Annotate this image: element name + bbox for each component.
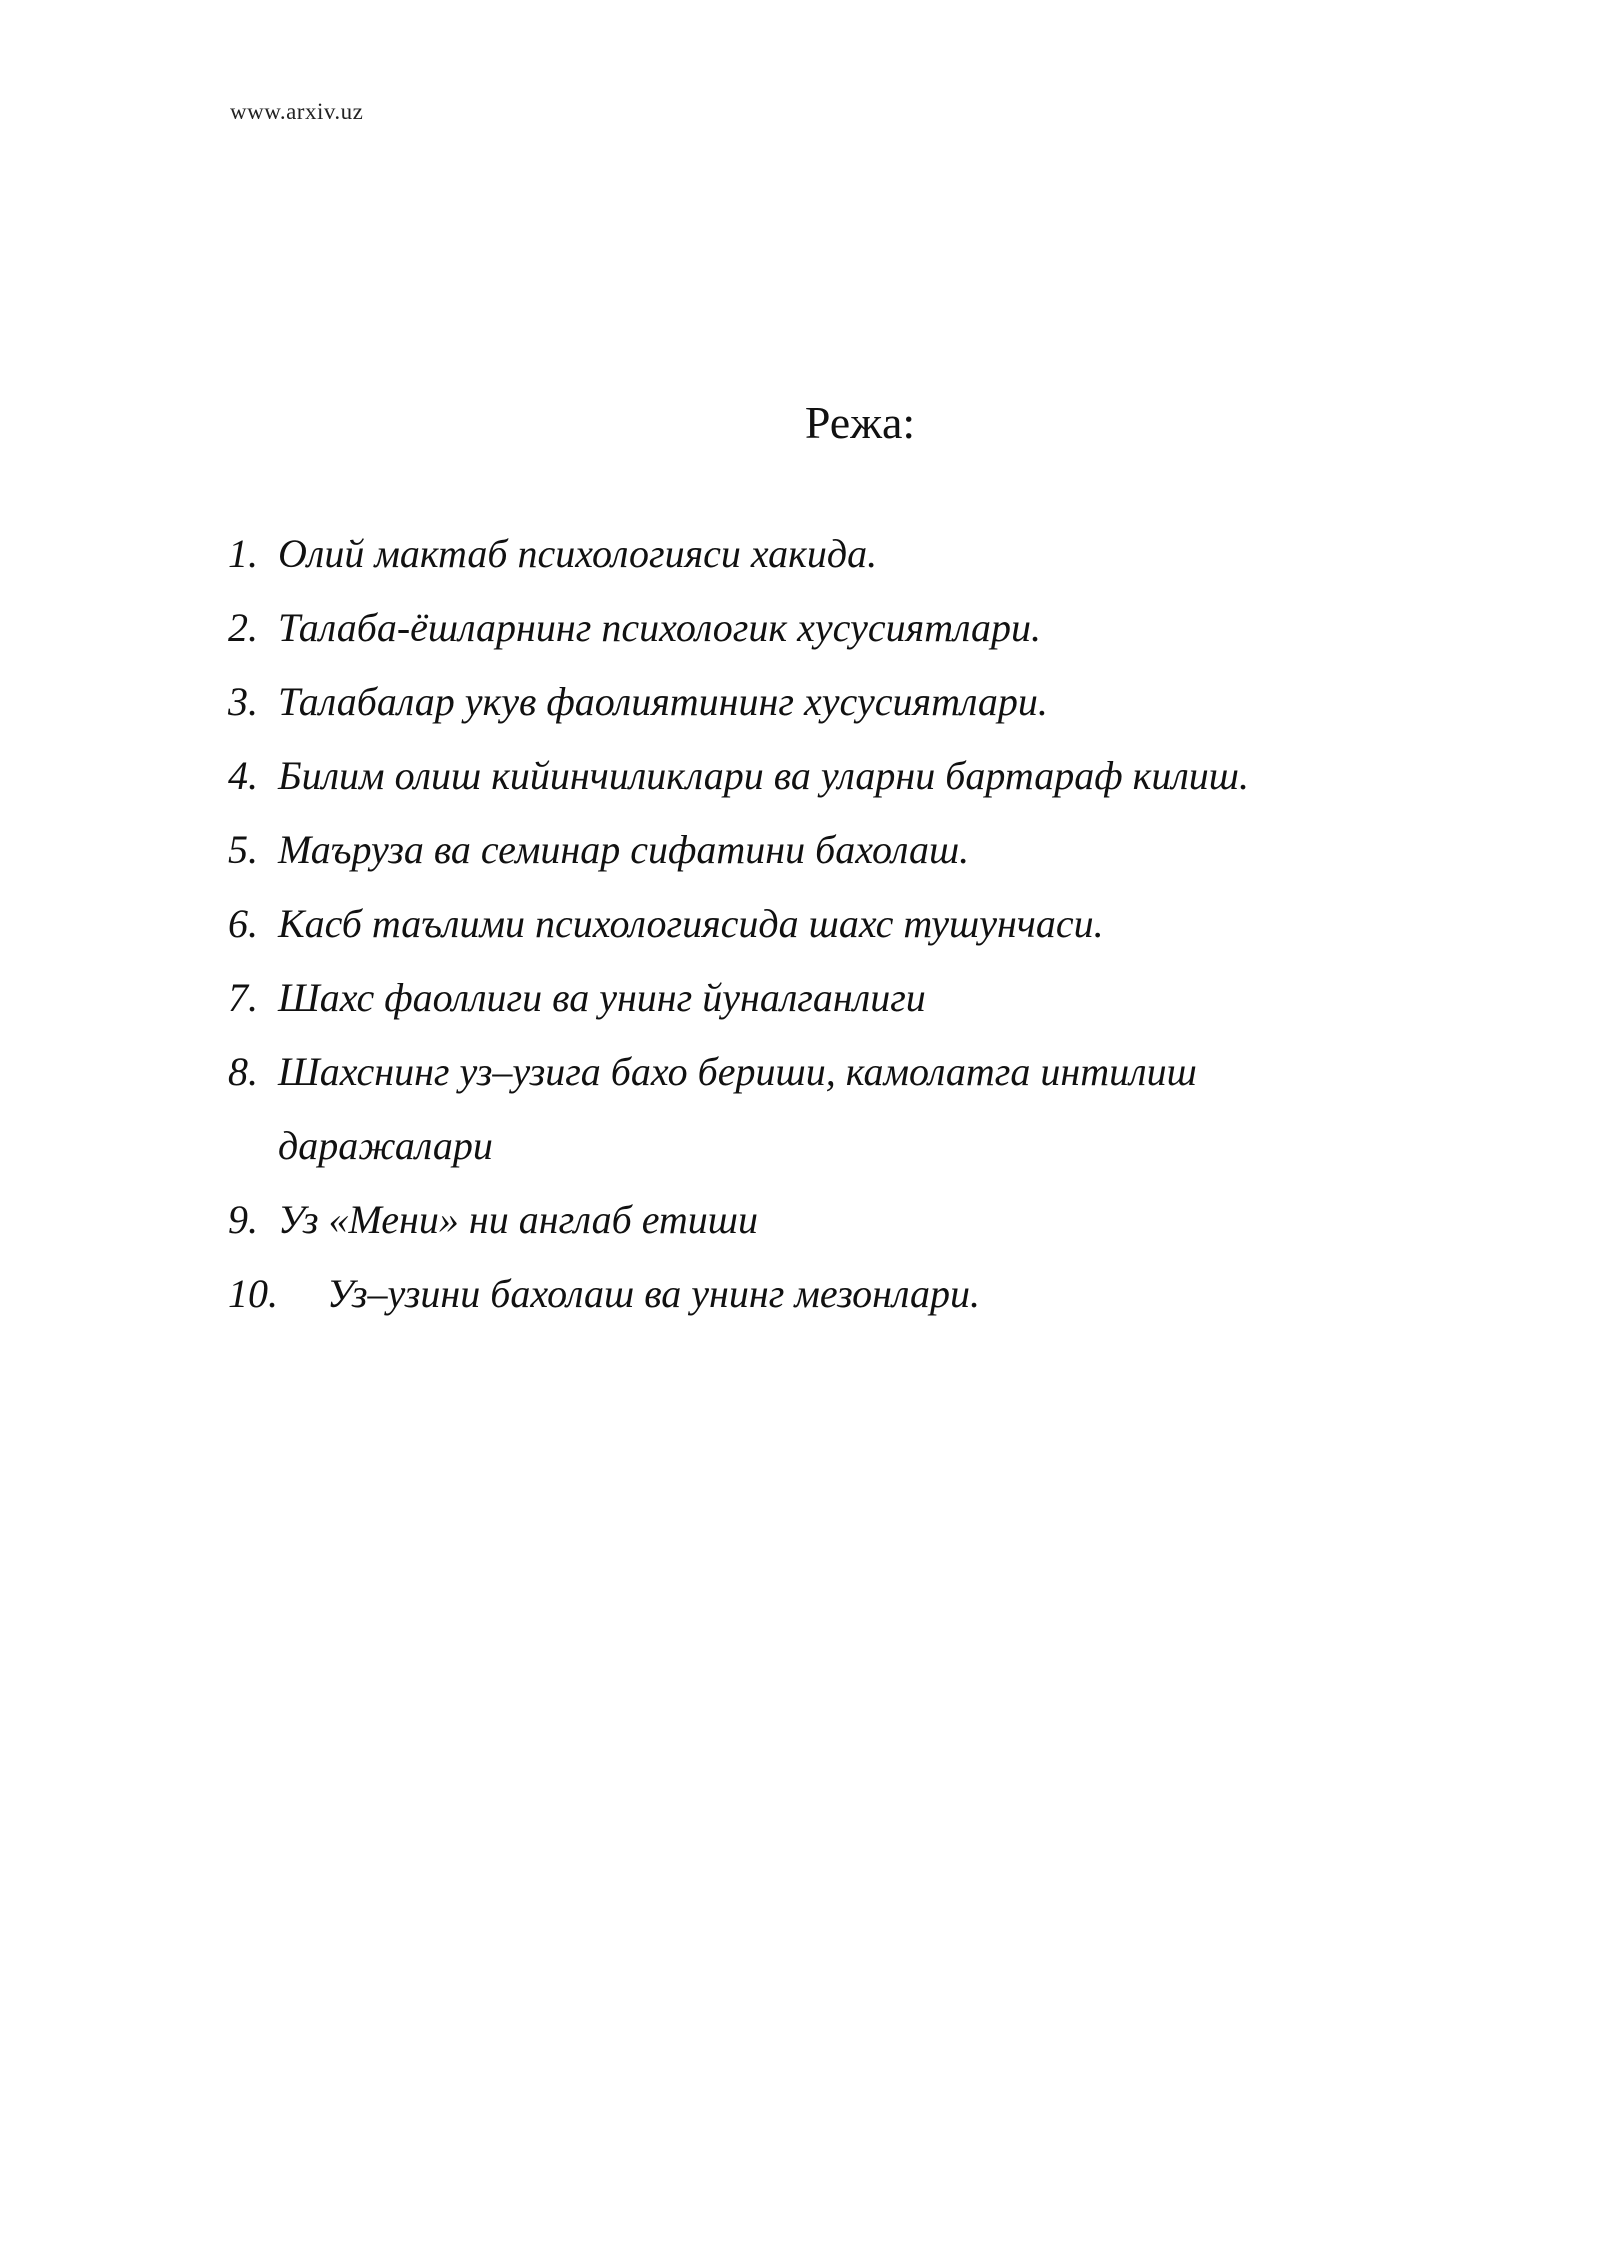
item-number: 8. bbox=[228, 1049, 258, 1094]
item-text: Талабалар укув фаолиятининг хусусиятлари. bbox=[278, 679, 1048, 724]
plan-heading: Режа: bbox=[804, 397, 916, 448]
item-number: 10. bbox=[228, 1271, 278, 1316]
plan-list bbox=[228, 517, 1428, 1331]
item-text: Уз «Мени» ни англаб етиши bbox=[278, 1197, 758, 1242]
item-text: Шахс фаоллиги ва унинг йуналганлиги bbox=[278, 975, 926, 1020]
item-number: 5. bbox=[228, 827, 258, 872]
item-number: 1. bbox=[228, 531, 258, 576]
list-item bbox=[228, 739, 1428, 813]
item-number: 3. bbox=[228, 679, 258, 724]
list-item bbox=[228, 813, 1428, 887]
item-text: Уз–узини бахолаш ва унинг мезонлари. bbox=[327, 1271, 980, 1316]
item-text: Олий мактаб психологияси хакида. bbox=[278, 531, 878, 576]
item-text: Билим олиш кийинчиликлари ва уларни бартараф килиш. bbox=[278, 753, 1249, 798]
item-number: 6. bbox=[228, 901, 258, 946]
list-item bbox=[228, 665, 1428, 739]
item-number: 7. bbox=[228, 975, 258, 1020]
site-url: www.arxiv.uz bbox=[230, 99, 364, 124]
list-item bbox=[228, 591, 1428, 665]
item-number: 2. bbox=[228, 605, 258, 650]
item-text: Касб таълими психологиясида шахс тушунчаси. bbox=[278, 901, 1104, 946]
list-item bbox=[228, 1035, 1428, 1183]
item-text: Шахснинг уз–узига бахо бериши, камолатга интилиш даражалари bbox=[278, 1049, 1197, 1168]
list-item bbox=[228, 1257, 1428, 1331]
list-item bbox=[228, 887, 1428, 961]
list-item bbox=[228, 517, 1428, 591]
list-item bbox=[228, 961, 1428, 1035]
item-text: Маъруза ва семинар сифатини бахолаш. bbox=[278, 827, 970, 872]
item-number: 4. bbox=[228, 753, 258, 798]
list-item bbox=[228, 1183, 1428, 1257]
item-text: Талаба-ёшларнинг психологик хусусиятлари. bbox=[278, 605, 1042, 650]
item-number: 9. bbox=[228, 1197, 258, 1242]
